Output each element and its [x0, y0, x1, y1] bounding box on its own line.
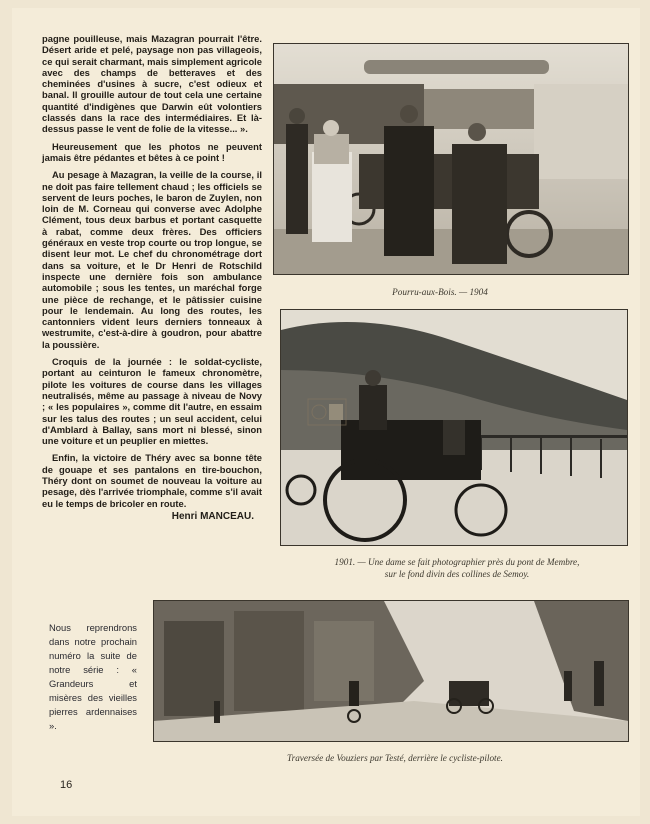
author-signature: Henri MANCEAU. [171, 510, 254, 522]
article-paragraph-4: Croquis de la journée : le soldat-cycliste, portant au ceinturon le fameux chronomètre, pilote les voitures de course dans les villages neutralisés, même au passage à niveau de Novy ; « les populaires », comme dit l'autre, en essaim sur les talus des routes ; un seul accident, celui d'Amblard à Ballay, sans mort ni blessé, sinon une voiture et un peuplier en miettes. [42, 356, 262, 447]
photo-2-caption-line-1: 1901. — Une dame se fait photographier près du pont de Membre, [334, 557, 580, 567]
page-number: 16 [60, 779, 73, 791]
photo-vouziers [153, 600, 629, 742]
photo-pont-de-membre [280, 309, 628, 546]
article-text-column [42, 33, 262, 522]
article-paragraph-1: pagne pouilleuse, mais Mazagran pourrait l'être. Désert aride et pelé, paysage non pas villageois, ce qui serait charmant, mais simplement agricole avec des champs de betteraves et des cheminées d'usines à sucre, c'est odieux et banal. Il grouille autour de tout cela une certaine quantité d'indigènes que Darwin eût volontiers classés dans la race des intermédiaires. Et là-dessus passe le vent de folie de la vitesse... ». [42, 33, 262, 135]
photo-1-caption: Pourru-aux-Bois. — 1904 [392, 287, 488, 297]
photo-pourru-aux-bois [273, 43, 629, 275]
photo-2-caption-line-2: sur le fond divin des collines de Semoy. [384, 569, 530, 579]
photo-3-image [154, 601, 628, 741]
photo-2-image [281, 310, 627, 545]
photo-2-caption [292, 556, 622, 580]
photo-3-caption: Traversée de Vouziers par Testé, derrière le cycliste-pilote. [287, 753, 503, 763]
article-paragraph-2: Heureusement que les photos ne peuvent jamais être pédantes et bêtes à ce point ! [42, 140, 262, 163]
library-stamp-icon [307, 398, 347, 426]
photo-1-image [274, 44, 628, 274]
sidebar-note: Nous reprendrons dans notre prochain numéro la suite de notre série : « Grandeurs et misères des vieilles pierres ardennaises ». [49, 622, 137, 731]
article-paragraph-5: Enfin, la victoire de Théry avec sa bonne tête de gouape et ses pantalons en tire-bouchon, Théry dont on soumet de nouveau la voiture au pesage, dès l'arrivée triomphale, comme s'il avait eu le temps de bricoler en route. [42, 452, 262, 509]
article-paragraph-3: Au pesage à Mazagran, la veille de la course, il ne doit pas faire tellement chaud ; les officiels se servent de leurs poches, le baron de Zuylen, non loin de M. Corneau qui converse avec Adolphe Clément, tous deux barbus et portant casquette à rabat, comme deux frères. Des officiers généraux en veste trop courte ou trop longue, se disent leur mot. Le chef du chronométrage dort dans sa voiture, et le Dr Henri de Rotschild inspecte une dernière fois son ambulance automobile ; sous les tentes, un maréchal forge une pièce de rechange, et le pâtissier cuisine pour le lendemain. Au long des routes, les cantonniers vident leurs derniers tonneaux à westrumite, c'est-à-dire à goudron, pour abattre la poussière. [42, 169, 262, 350]
